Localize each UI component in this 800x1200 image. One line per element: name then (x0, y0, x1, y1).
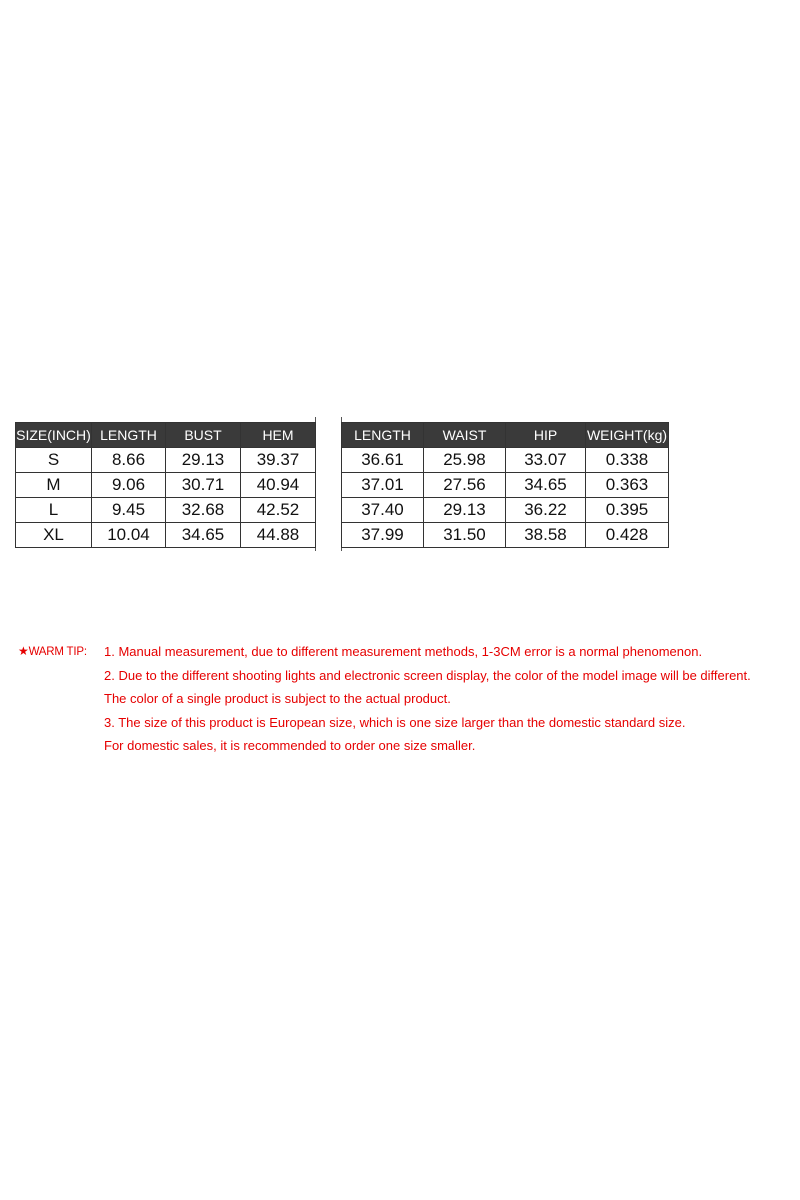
tip-row (18, 664, 798, 688)
header-cell: WEIGHT(kg) (586, 423, 669, 448)
table-row (342, 498, 669, 523)
table-row (342, 523, 669, 548)
table-row (342, 448, 669, 473)
warm-tip-section (18, 640, 798, 758)
table-cell: 0.395 (586, 498, 669, 523)
tip-row (18, 687, 798, 711)
table-cell: 9.45 (92, 498, 166, 523)
table-row (16, 473, 316, 498)
table-cell: 0.363 (586, 473, 669, 498)
warm-tip-label-text: WARM TIP: (28, 646, 87, 658)
table-cell: 25.98 (424, 448, 506, 473)
table-cell: 37.99 (342, 523, 424, 548)
table-cell: 32.68 (166, 498, 241, 523)
header-cell: SIZE(INCH) (16, 423, 92, 448)
table-header-row (342, 423, 669, 448)
table-header-row (16, 423, 316, 448)
table-cell: 36.61 (342, 448, 424, 473)
table-cell: 36.22 (506, 498, 586, 523)
table-cell: XL (16, 523, 92, 548)
tip-line: For domestic sales, it is recommended to order one size smaller. (104, 738, 476, 753)
table-cell: 37.01 (342, 473, 424, 498)
header-cell: HIP (506, 423, 586, 448)
table-row (16, 523, 316, 548)
tip-line: The color of a single product is subject to the actual product. (104, 691, 451, 706)
size-table-left (15, 422, 316, 548)
table-cell: 44.88 (241, 523, 316, 548)
table-cell: S (16, 448, 92, 473)
table-cell: 34.65 (506, 473, 586, 498)
tip-line: 3. The size of this product is European size, which is one size larger than the domestic standard size. (104, 714, 686, 730)
table-cell: 29.13 (424, 498, 506, 523)
star-icon: ★ (18, 644, 29, 658)
table-cell: 27.56 (424, 473, 506, 498)
table-cell: 0.338 (586, 448, 669, 473)
table-cell: 40.94 (241, 473, 316, 498)
table-cell: 0.428 (586, 523, 669, 548)
table-cell: 34.65 (166, 523, 241, 548)
header-cell: HEM (241, 423, 316, 448)
header-cell: LENGTH (92, 423, 166, 448)
table-cell: 9.06 (92, 473, 166, 498)
tip-line: 1. Manual measurement, due to different measurement methods, 1-3CM error is a normal phenomenon. (104, 644, 703, 659)
table-cell: 38.58 (506, 523, 586, 548)
header-cell: WAIST (424, 423, 506, 448)
header-cell: BUST (166, 423, 241, 448)
table-cell: 29.13 (166, 448, 241, 473)
table-cell: 42.52 (241, 498, 316, 523)
tip-row (18, 640, 798, 664)
table-cell: 30.71 (166, 473, 241, 498)
tip-row (18, 711, 798, 735)
table-cell: 31.50 (424, 523, 506, 548)
table-row (16, 448, 316, 473)
header-cell: LENGTH (342, 423, 424, 448)
tip-line: 2. Due to the different shooting lights and electronic screen display, the color of the model image will be different. (104, 667, 751, 683)
table-cell: 37.40 (342, 498, 424, 523)
warm-tip-label (18, 640, 87, 665)
table-cell: L (16, 498, 92, 523)
table-cell: M (16, 473, 92, 498)
table-row (16, 498, 316, 523)
table-cell: 8.66 (92, 448, 166, 473)
table-cell: 33.07 (506, 448, 586, 473)
size-table-right (341, 422, 669, 548)
tip-row (18, 734, 798, 758)
table-cell: 39.37 (241, 448, 316, 473)
table-row (342, 473, 669, 498)
table-cell: 10.04 (92, 523, 166, 548)
